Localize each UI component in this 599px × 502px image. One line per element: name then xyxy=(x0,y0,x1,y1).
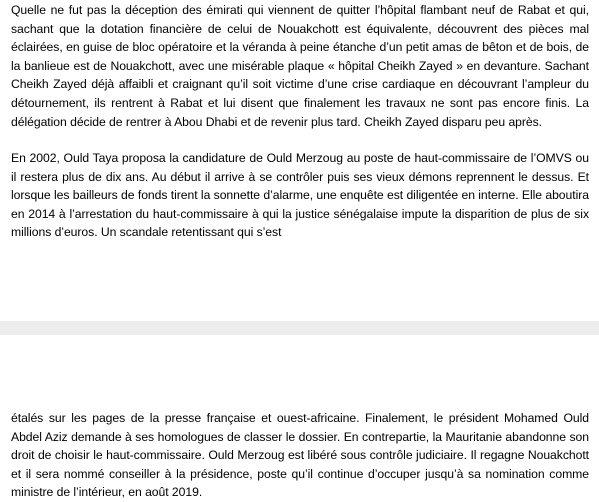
paragraph-hospital-story: Quelle ne fut pas la déception des émirati qui viennent de quitter l’hôpital flambant neuf de Rabat et qui, sachant que la dotation financière de celui de Nouakchott est équivalente, découvrent des pièces mal éclairées, en guise de bloc opératoire et la véranda à peine étanche d’un petit amas de bêton et de bois, de la banlieue est de Nouakchott, avec une misérable plaque « hôpital Cheikh Zayed » en devanture. Sachant Cheikh Zayed déjà affaibli et craignant qu’il soit victime d’une crise cardiaque en découvrant l’ampleur du détournement, ils rentrent à Rabat et lui disent que finalement les travaux ne sont pas encore finis. La délégation décide de rentrer à Abou Dhabi et de revenir plus tard. Cheikh Zayed disparu peu après. xyxy=(11,3,589,129)
page-break-gap xyxy=(0,321,599,335)
paragraph-omvs-appointment: En 2002, Ould Taya proposa la candidature de Ould Merzoug au poste de haut-commissaire de l’OMVS ou il restera plus de dix ans. Au début il arrive à se contrôler puis ses vieux démons reprennent le dessus. Et lorsque les bailleurs de fonds tirent la sonnette d’alarme, une enquête est diligentée en interne. Elle aboutira en 2014 à l’arrestation du haut-commissaire à qui la justice sénégalaise impute la disparition de plus de six millions d’euros. Un scandale retentissant qui s’est xyxy=(11,151,589,240)
document-page-bottom xyxy=(0,335,599,501)
paragraph-scandal-outcome: étalés sur les pages de la presse française et ouest-africaine. Finalement, le président Mohamed Ould Abdel Aziz demande à ses homologues de classer le dossier. En contrepartie, la Mauritanie abandonne son droit de choisir le haut-commissaire. Ould Merzoug est libéré sous contrôle judiciaire. Il regagne Nouakchott et il sera nommé conseiller à la présidence, poste qu’il continue d’occuper jusqu’à sa nomination comme ministre de l’intérieur, en août 2019. xyxy=(11,411,589,500)
